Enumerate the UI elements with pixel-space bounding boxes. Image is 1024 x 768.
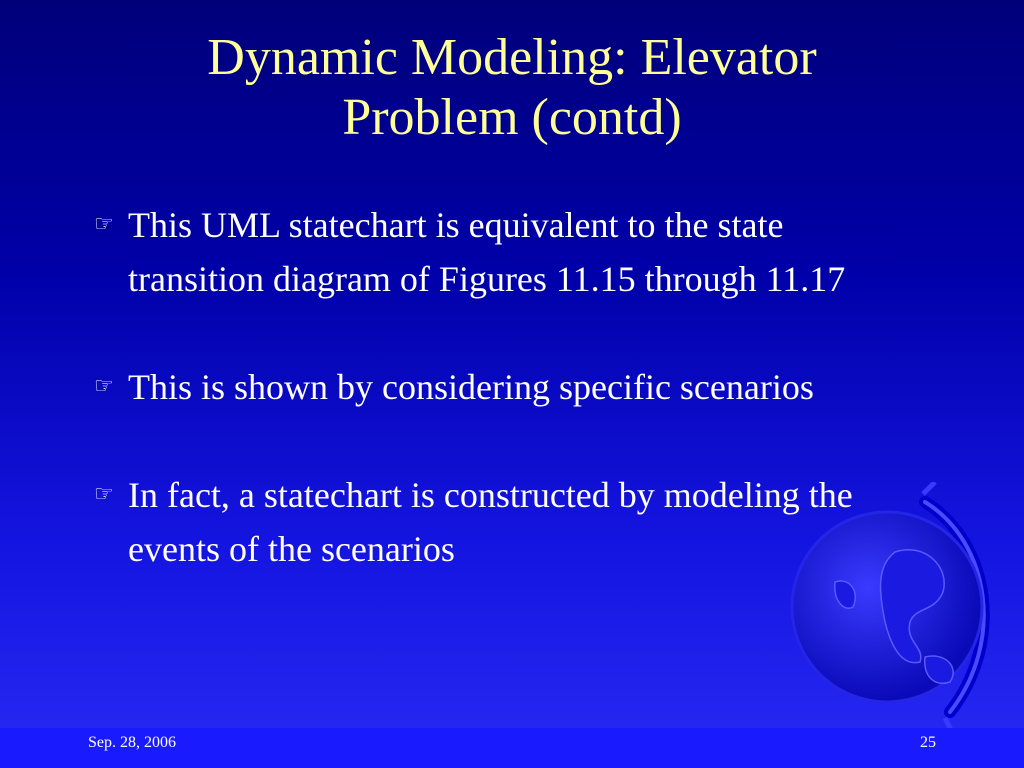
- bullet-list: [90, 198, 870, 630]
- page-number: 25: [920, 734, 936, 751]
- slide-title-line-1: Dynamic Modeling: Elevator: [207, 29, 817, 86]
- slide-title: [0, 28, 1024, 148]
- slide-title-line-2: Problem (contd): [342, 89, 682, 146]
- footer-date: Sep. 28, 2006: [88, 734, 176, 751]
- pointing-hand-icon: ☞: [94, 212, 114, 237]
- bullet-item: [90, 198, 870, 306]
- bullet-text: In fact, a statechart is constructed by modeling the events of the scenarios: [128, 475, 853, 569]
- bullet-item: [90, 360, 870, 414]
- pointing-hand-icon: ☞: [94, 374, 114, 399]
- bullet-text: This is shown by considering specific scenarios: [128, 367, 814, 407]
- globe-icon: [775, 482, 1015, 732]
- pointing-hand-icon: ☞: [94, 482, 114, 507]
- bullet-item: [90, 468, 870, 576]
- bullet-text: This UML statechart is equivalent to the state transition diagram of Figures 11.15 through 11.17: [128, 205, 846, 299]
